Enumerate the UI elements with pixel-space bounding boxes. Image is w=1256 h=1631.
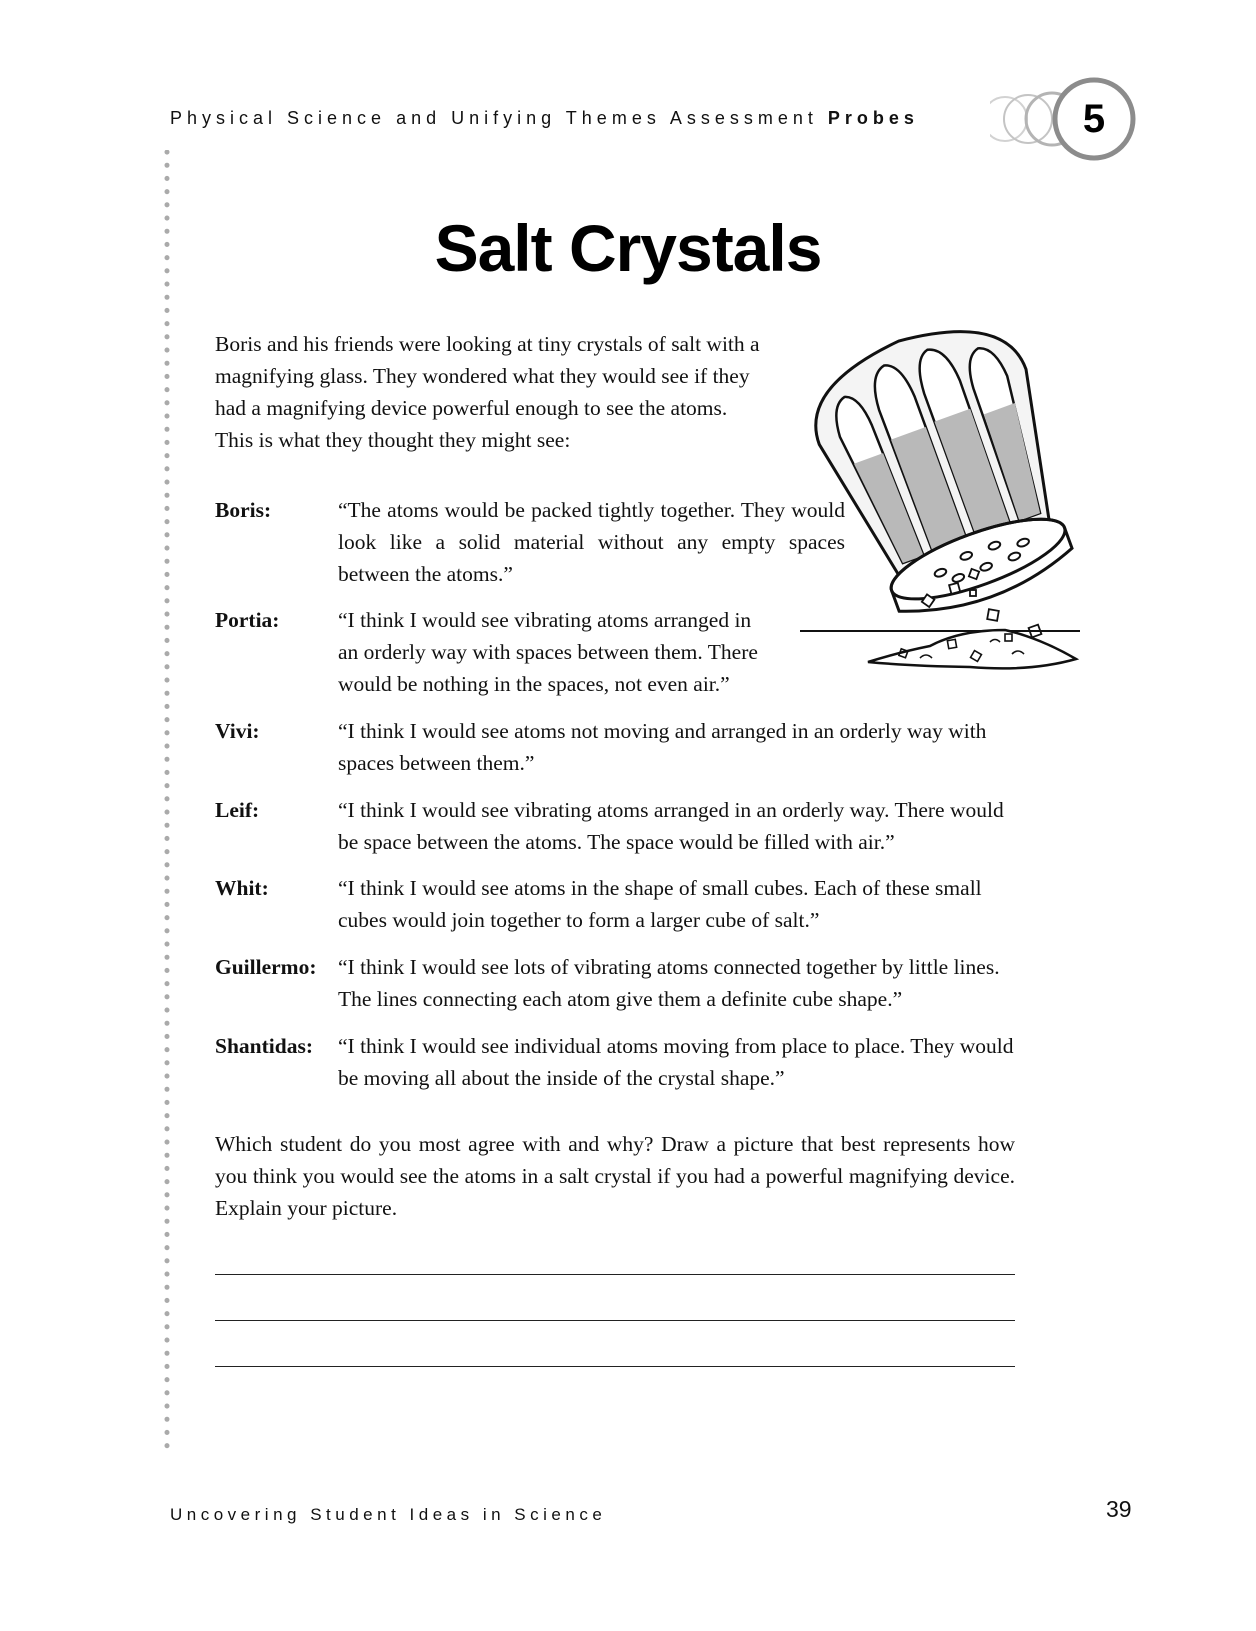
student-quote: “I think I would see vibrating atoms arranged in an orderly way with spaces between them. There would be nothing in the spaces, not even air.”: [338, 608, 758, 696]
student-name: Shantidas:: [215, 1034, 313, 1058]
probe-portia: [215, 604, 775, 700]
series-title-bold: Probes: [827, 108, 919, 128]
probe-whit: [215, 872, 1015, 936]
probe-vivi: [215, 715, 1015, 779]
answer-line[interactable]: [215, 1274, 1015, 1275]
probe-guillermo: [215, 951, 1015, 1015]
student-quote: “I think I would see atoms in the shape of small cubes. Each of these small cubes would join together to form a larger cube of salt.”: [338, 876, 982, 932]
student-quote: “The atoms would be packed tightly together. They would look like a solid material without any empty spaces between the atoms.”: [338, 498, 845, 586]
intro-paragraph: [215, 328, 795, 456]
salt-shaker-icon: [800, 312, 1110, 692]
running-header: [170, 108, 919, 129]
chapter-badge: [990, 76, 1150, 166]
series-title: Physical Science and Unifying Themes Assessment: [170, 108, 818, 128]
student-name: Guillermo:: [215, 955, 317, 979]
student-name: Portia:: [215, 608, 280, 632]
student-quote: “I think I would see individual atoms moving from place to place. They would be moving all about the inside of the crystal shape.”: [338, 1034, 1014, 1090]
probe-boris: [215, 494, 845, 590]
intro-line: This is what they thought they might see:: [215, 428, 571, 452]
student-quote: “I think I would see atoms not moving and arranged in an orderly way with spaces between them.”: [338, 719, 987, 775]
probe-shantidas: [215, 1030, 1015, 1094]
intro-line: Boris and his friends were looking at tiny crystals of salt with a: [215, 332, 760, 356]
intro-line: had a magnifying device powerful enough to see the atoms.: [215, 396, 728, 420]
student-name: Leif:: [215, 798, 260, 822]
probe-leif: [215, 794, 1015, 858]
page-number: 39: [1106, 1496, 1132, 1522]
student-quote: “I think I would see lots of vibrating atoms connected together by little lines. The lines connecting each atom give them a definite cube shape.”: [338, 955, 1000, 1011]
running-footer: Uncovering Student Ideas in Science: [170, 1505, 607, 1524]
chapter-number: 5: [1082, 97, 1106, 141]
student-name: Whit:: [215, 876, 269, 900]
student-name: Vivi:: [215, 719, 260, 743]
question-prompt: Which student do you most agree with and why? Draw a picture that best represents how you think you would see the atoms in a salt crystal if you had a powerful magnifying device. Explain your picture.: [215, 1132, 1015, 1220]
answer-line[interactable]: [215, 1320, 1015, 1321]
dotted-margin-rule: [162, 150, 172, 1450]
student-quote: “I think I would see vibrating atoms arranged in an orderly way. There would be space between the atoms. The space would be filled with air.”: [338, 798, 1004, 854]
answer-line[interactable]: [215, 1366, 1015, 1367]
page-title: Salt Crystals: [434, 211, 822, 285]
intro-line: magnifying glass. They wondered what they would see if they: [215, 364, 750, 388]
student-name: Boris:: [215, 498, 272, 522]
